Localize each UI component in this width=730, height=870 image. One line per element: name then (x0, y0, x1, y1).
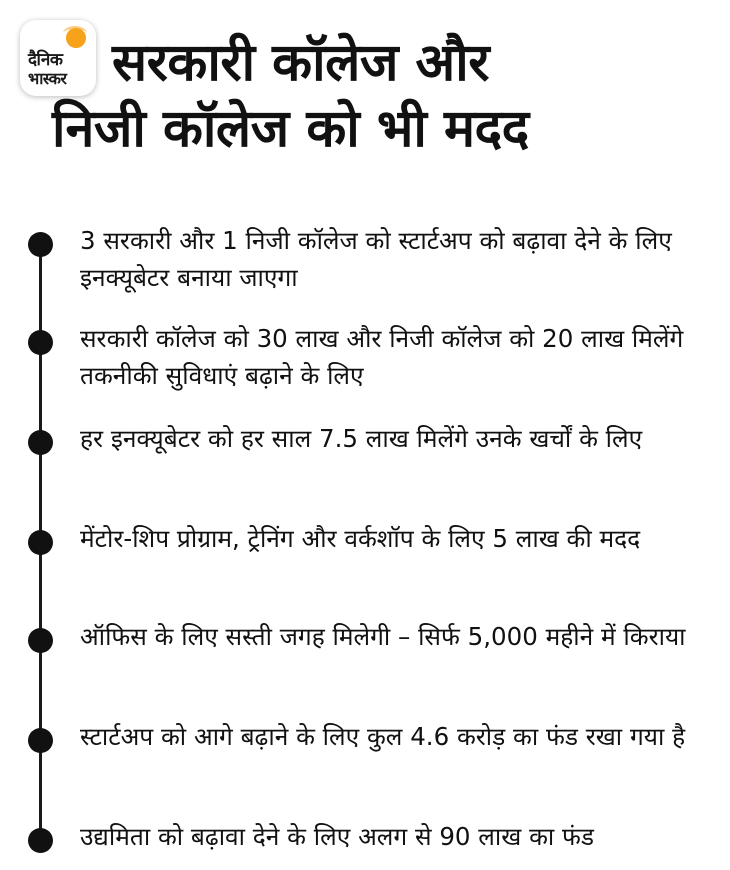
bullet-dot-icon (28, 728, 53, 753)
bullet-dot-icon (28, 330, 53, 355)
logo-line-2: भास्कर (28, 69, 67, 88)
list-item-text: मेंटोर-शिप प्रोग्राम, ट्रेनिंग और वर्कशॉप के लिए 5 लाख की मदद (80, 524, 641, 553)
dainik-bhaskar-logo (20, 20, 96, 96)
headline-line-2: निजी कॉलेज को भी मदद (52, 99, 529, 159)
list-item-text: 3 सरकारी और 1 निजी कॉलेज को स्टार्टअप को बढ़ावा देने के लिए इनक्यूबेटर बनाया जाएगा (80, 226, 672, 292)
bullet-dot-icon (28, 628, 53, 653)
headline-line-1: सरकारी कॉलेज और (112, 33, 489, 93)
list-item-text: स्टार्टअप को आगे बढ़ाने के लिए कुल 4.6 करोड़ का फंड रखा गया है (80, 722, 686, 751)
sun-icon (66, 28, 86, 48)
bullet-dot-icon (28, 430, 53, 455)
bullet-dot-icon (28, 232, 53, 257)
headline (52, 30, 712, 162)
list-item-text: सरकारी कॉलेज को 30 लाख और निजी कॉलेज को 20 लाख मिलेंगे तकनीकी सुविधाएं बढ़ाने के लिए (80, 324, 684, 390)
list-item-text: ऑफिस के लिए सस्ती जगह मिलेगी – सिर्फ 5,000 महीने में किराया (80, 622, 686, 651)
logo-line-1: दैनिक (28, 50, 63, 70)
bullet-dot-icon (28, 828, 53, 853)
list-item-text: उद्यमिता को बढ़ावा देने के लिए अलग से 90 लाख का फंड (80, 822, 595, 851)
list-item-text: हर इनक्यूबेटर को हर साल 7.5 लाख मिलेंगे उनके खर्चों के लिए (80, 424, 643, 453)
bullet-dot-icon (28, 530, 53, 555)
